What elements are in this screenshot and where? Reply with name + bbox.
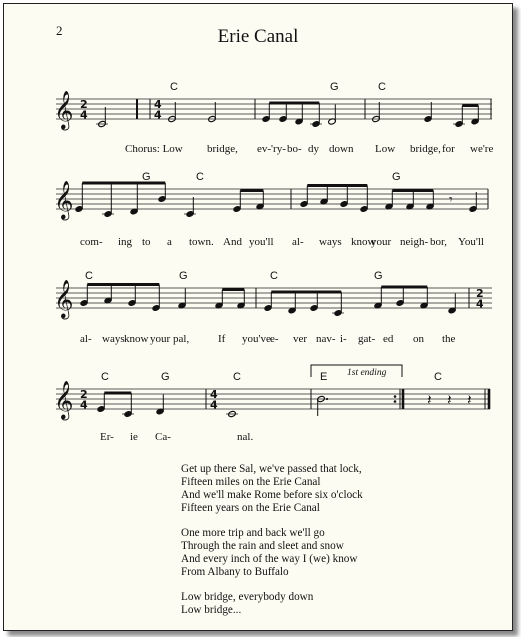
- verse-line: Low bridge, everybody down: [181, 591, 314, 603]
- lyric-syllable: a: [167, 236, 172, 248]
- verse-line: Fifteen years on the Erie Canal: [181, 502, 320, 514]
- chord-symbol: C: [170, 81, 178, 93]
- lyric-syllable: know: [351, 236, 376, 248]
- verse-line: And every inch of the way I (we) know: [181, 553, 358, 565]
- lyric-syllable: al-: [80, 333, 92, 345]
- chord-symbol: C: [233, 371, 241, 383]
- lyric-syllable: know: [124, 333, 149, 345]
- verse-stanza-3: [181, 591, 363, 617]
- time-signature: 4: [154, 98, 162, 111]
- lyric-syllable: pal,: [173, 333, 190, 345]
- lyric-syllable: bridge,: [410, 143, 441, 155]
- quarter-rest-icon: 𝄽: [427, 391, 432, 409]
- verse-stanza-1: [181, 463, 363, 515]
- first-ending-label: 1st ending: [347, 368, 387, 378]
- time-signature: 4: [80, 398, 88, 412]
- treble-clef-icon: 𝄞: [54, 180, 74, 219]
- lyric-syllable: you'll: [249, 236, 274, 248]
- chord-symbol: C: [196, 171, 204, 183]
- lyric-syllable: com-: [80, 236, 103, 248]
- lyric-syllable: town.: [189, 236, 214, 248]
- lyric-syllable: nav-: [316, 333, 336, 345]
- lyric-syllable: If: [218, 333, 226, 345]
- lyric-syllable: to: [142, 236, 151, 248]
- lyric-syllable: ev-'ry-: [257, 143, 286, 155]
- repeat-dot: [394, 395, 397, 398]
- lyric-syllable: your: [371, 236, 392, 248]
- lyric-syllable: ways: [319, 236, 342, 248]
- verse-line: Through the rain and sleet and snow: [181, 540, 344, 552]
- repeat-dot: [394, 400, 397, 403]
- time-signature: 2: [80, 388, 88, 401]
- quarter-rest-icon: 𝄽: [467, 391, 472, 409]
- chord-symbol: C: [434, 371, 442, 383]
- lyric-syllable: your: [150, 333, 171, 345]
- verse-line: Fifteen miles on the Erie Canal: [181, 476, 321, 488]
- verse-line: Low bridge...: [181, 604, 242, 616]
- verse-line: Get up there Sal, we've passed that lock,: [181, 463, 362, 475]
- verse-line: And we'll make Rome before six o'clock: [181, 489, 363, 501]
- lyric-syllable: down: [329, 143, 354, 155]
- verse-stanza-2: [181, 527, 363, 579]
- treble-clef-icon: 𝄞: [54, 279, 74, 318]
- chord-symbol: C: [270, 270, 278, 282]
- chord-symbol: E: [320, 371, 328, 383]
- verses-block: [181, 463, 363, 629]
- lyric-syllable: ver: [293, 333, 308, 345]
- treble-clef-icon: 𝄞: [54, 380, 74, 419]
- lyric-syllable: gat-: [358, 333, 376, 345]
- lyric-syllable: nal.: [237, 431, 254, 443]
- lyric-syllable: for: [442, 143, 455, 155]
- lyric-syllable: bridge,: [207, 143, 238, 155]
- lyric-syllable: Chorus: Low: [125, 143, 183, 155]
- lyric-syllable: you've: [242, 333, 271, 345]
- lyric-syllable: You'll: [458, 236, 484, 248]
- note-dot: [326, 398, 328, 400]
- lyric-syllable: neigh-: [400, 236, 429, 248]
- chord-symbol: G: [392, 171, 401, 183]
- chord-symbol: G: [142, 171, 151, 183]
- chord-symbol: G: [374, 270, 383, 282]
- lyric-syllable: we're: [470, 143, 494, 155]
- lyric-syllable: e-: [270, 333, 279, 345]
- eighth-rest-icon: 𝄾: [449, 192, 453, 208]
- lyric-syllable: ed: [383, 333, 394, 345]
- lyric-syllable: Low: [375, 143, 396, 155]
- verse-line: From Albany to Buffalo: [181, 566, 289, 578]
- page-number: 2: [56, 23, 63, 38]
- sheet-music-page: [3, 3, 513, 631]
- lyric-syllable: ing: [118, 236, 133, 248]
- chord-symbol: C: [378, 81, 386, 93]
- chord-symbol: C: [101, 371, 109, 383]
- chord-symbol: C: [85, 270, 93, 282]
- verse-line: One more trip and back we'll go: [181, 527, 325, 539]
- lyric-syllable: ie: [130, 431, 138, 443]
- song-title: Erie Canal: [217, 26, 299, 47]
- lyric-syllable: al-: [292, 236, 304, 248]
- lyric-syllable: on: [413, 333, 424, 345]
- time-signature: 2: [476, 287, 484, 300]
- chord-symbol: G: [161, 371, 170, 383]
- lyric-syllable: ways: [102, 333, 125, 345]
- treble-clef-icon: 𝄞: [54, 90, 74, 129]
- lyric-syllable: i-: [340, 333, 347, 345]
- lyric-syllable: dy: [308, 143, 319, 155]
- time-signature: 4: [154, 108, 162, 122]
- lyric-syllable: bo-: [287, 143, 302, 155]
- time-signature: 2: [80, 98, 88, 111]
- chord-symbol: G: [179, 270, 188, 282]
- lyric-syllable: And: [223, 236, 242, 248]
- time-signature: 4: [210, 388, 218, 401]
- lyric-syllable: Ca-: [155, 431, 171, 443]
- time-signature: 4: [210, 398, 218, 412]
- time-signature: 4: [80, 108, 88, 122]
- lyric-syllable: the: [442, 333, 456, 345]
- lyric-syllable: bor,: [430, 236, 447, 248]
- quarter-rest-icon: 𝄽: [447, 391, 452, 409]
- time-signature: 4: [476, 297, 484, 311]
- lyric-syllable: Er-: [100, 431, 114, 443]
- chord-symbol: G: [330, 81, 339, 93]
